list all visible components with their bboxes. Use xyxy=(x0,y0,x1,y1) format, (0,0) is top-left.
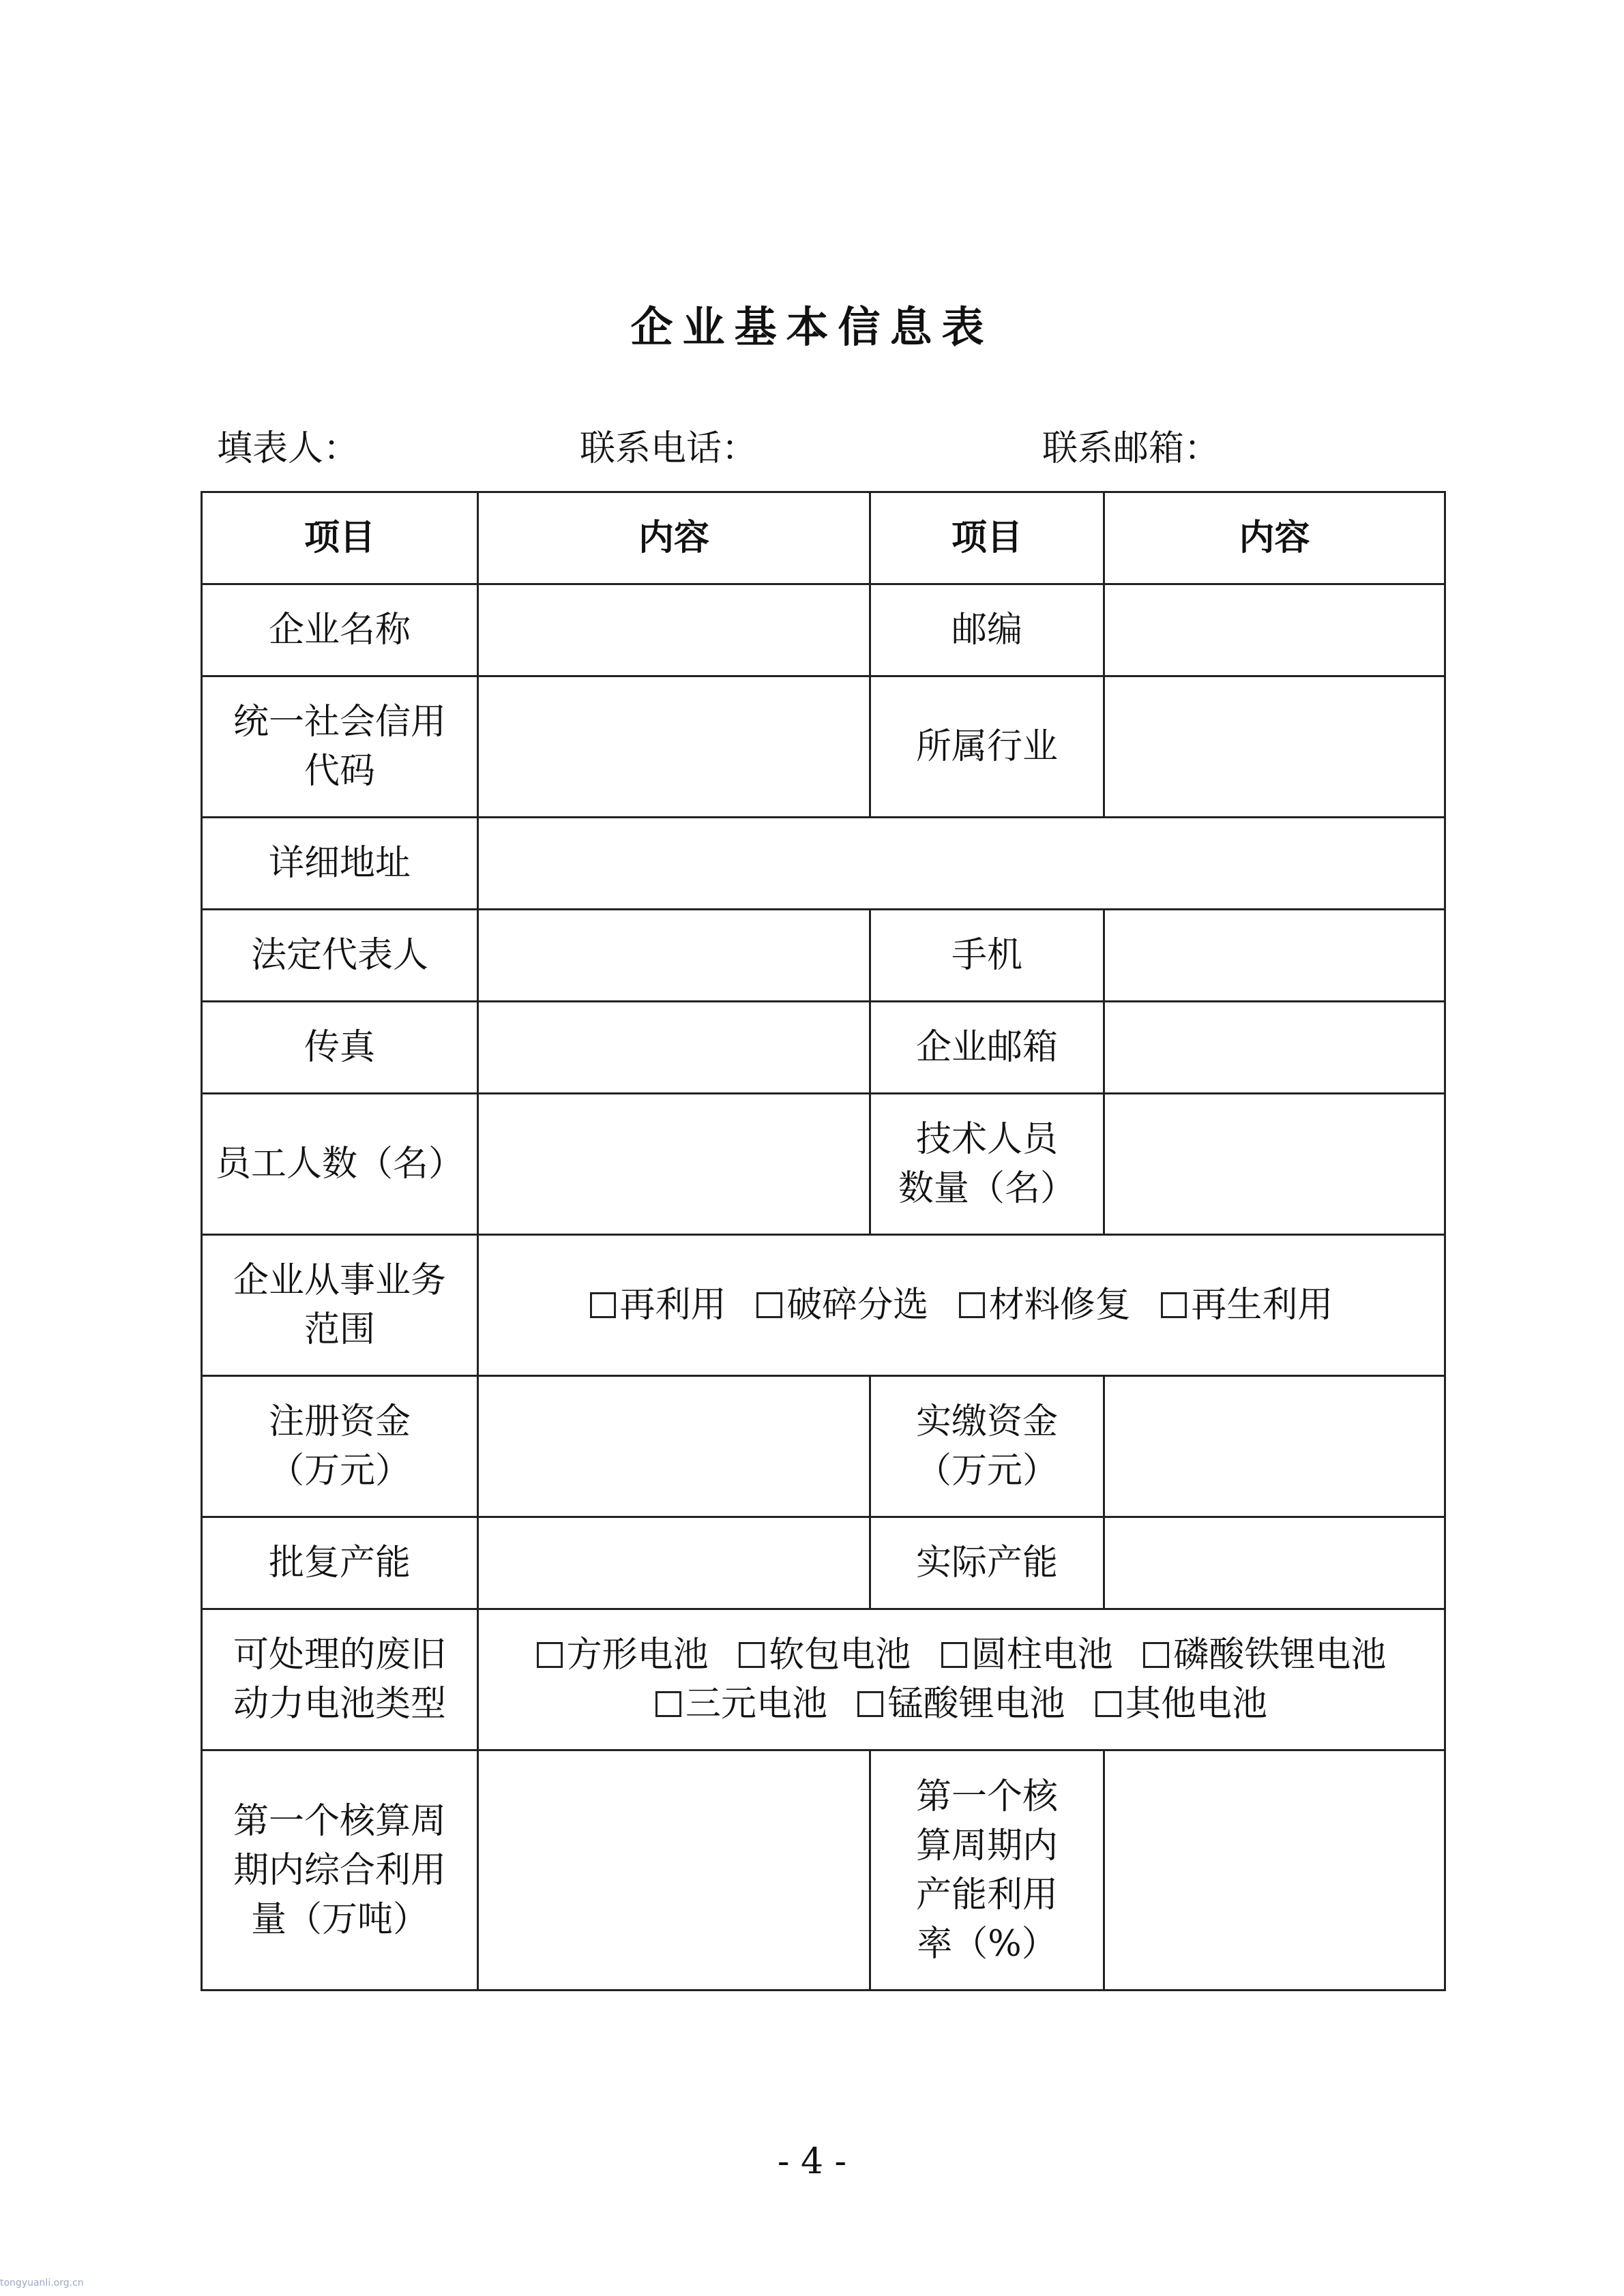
option-label: 材料修复 xyxy=(988,1285,1131,1326)
label-address: 详细地址 xyxy=(202,818,478,910)
business-scope-options xyxy=(478,1235,1445,1376)
label-utilization-amount-line3: 量（万吨） xyxy=(250,1898,428,1940)
checkbox[interactable] xyxy=(941,1642,967,1668)
label-utilization-amount-line2: 期内综合利用 xyxy=(233,1849,446,1891)
option-label: 软包电池 xyxy=(769,1635,911,1675)
checkbox[interactable] xyxy=(756,1292,782,1318)
checkbox[interactable] xyxy=(537,1642,563,1668)
field-company-name[interactable] xyxy=(478,584,870,676)
checkbox[interactable] xyxy=(857,1691,883,1717)
option-label: 三元电池 xyxy=(685,1684,827,1725)
label-credit-code-line2: 代码 xyxy=(304,751,375,792)
option-lfp[interactable] xyxy=(1143,1635,1386,1675)
label-battery-types-line1: 可处理的废旧 xyxy=(233,1635,446,1675)
option-label: 方形电池 xyxy=(566,1635,709,1675)
table-row xyxy=(202,1750,1445,1991)
checkbox[interactable] xyxy=(1095,1691,1121,1717)
label-utilization-rate-line1: 第一个核 xyxy=(915,1776,1058,1817)
label-business-scope xyxy=(202,1235,478,1376)
checkbox[interactable] xyxy=(590,1292,616,1318)
checkbox[interactable] xyxy=(739,1642,765,1668)
checkbox[interactable] xyxy=(959,1292,985,1318)
field-address[interactable] xyxy=(478,818,1445,910)
label-actual-capacity: 实际产能 xyxy=(870,1517,1104,1609)
label-tech-staff-line1: 技术人员 xyxy=(915,1119,1058,1160)
option-label: 圆柱电池 xyxy=(971,1635,1113,1675)
battery-options-line1 xyxy=(483,1630,1440,1680)
field-utilization-rate[interactable] xyxy=(1104,1750,1445,1991)
field-utilization-amount[interactable] xyxy=(478,1750,870,1991)
table-row xyxy=(202,818,1445,910)
option-label: 再生利用 xyxy=(1191,1285,1333,1326)
label-paidin-capital-line2: （万元） xyxy=(915,1450,1058,1491)
label-mobile: 手机 xyxy=(870,910,1104,1002)
field-registered-capital[interactable] xyxy=(478,1376,870,1517)
label-utilization-amount-line1: 第一个核算周 xyxy=(233,1800,446,1842)
label-fax: 传真 xyxy=(202,1002,478,1094)
field-legal-rep[interactable] xyxy=(478,910,870,1002)
label-utilization-amount xyxy=(202,1750,478,1991)
table-row xyxy=(202,1376,1445,1517)
table-header-row xyxy=(202,492,1445,584)
table-row xyxy=(202,584,1445,676)
field-industry[interactable] xyxy=(1104,676,1445,818)
page-number: - 4 - xyxy=(777,2141,847,2182)
label-legal-rep: 法定代表人 xyxy=(202,910,478,1002)
label-approved-capacity: 批复产能 xyxy=(202,1517,478,1609)
header-item-1: 项目 xyxy=(202,492,478,584)
option-label: 其他电池 xyxy=(1125,1684,1268,1725)
option-cylindrical[interactable] xyxy=(941,1635,1113,1675)
table-row xyxy=(202,1002,1445,1094)
field-employees[interactable] xyxy=(478,1094,870,1235)
field-fax[interactable] xyxy=(478,1002,870,1094)
option-pouch[interactable] xyxy=(739,1635,911,1675)
label-registered-capital xyxy=(202,1376,478,1517)
table-row xyxy=(202,1517,1445,1609)
label-utilization-rate xyxy=(870,1750,1104,1991)
label-registered-capital-line2: （万元） xyxy=(268,1450,411,1491)
option-material-repair[interactable] xyxy=(959,1285,1131,1326)
option-crush-sort[interactable] xyxy=(756,1285,928,1326)
filler-label: 填表人： xyxy=(217,428,359,469)
checkbox[interactable] xyxy=(1161,1292,1187,1318)
option-lmo[interactable] xyxy=(857,1684,1065,1725)
label-employees: 员工人数（名） xyxy=(202,1094,478,1235)
table-row xyxy=(202,676,1445,818)
label-utilization-rate-line4: 率（%） xyxy=(917,1923,1057,1965)
option-label: 再利用 xyxy=(619,1285,726,1326)
field-paidin-capital[interactable] xyxy=(1104,1376,1445,1517)
field-tech-staff[interactable] xyxy=(1104,1094,1445,1235)
field-approved-capacity[interactable] xyxy=(478,1517,870,1609)
table-row xyxy=(202,910,1445,1002)
header-content-2: 内容 xyxy=(1104,492,1445,584)
option-ternary[interactable] xyxy=(655,1684,827,1725)
option-label: 磷酸铁锂电池 xyxy=(1173,1635,1387,1675)
contact-phone-label: 联系电话： xyxy=(580,428,758,469)
contact-email-label: 联系邮箱： xyxy=(1042,428,1220,469)
label-battery-types-line2: 动力电池类型 xyxy=(233,1684,446,1725)
label-company-email: 企业邮箱 xyxy=(870,1002,1104,1094)
checkbox[interactable] xyxy=(1143,1642,1169,1668)
label-postcode: 邮编 xyxy=(870,584,1104,676)
field-postcode[interactable] xyxy=(1104,584,1445,676)
option-prismatic[interactable] xyxy=(537,1635,709,1675)
header-content-1: 内容 xyxy=(478,492,870,584)
table-row xyxy=(202,1609,1445,1750)
label-battery-types xyxy=(202,1609,478,1750)
label-business-scope-line2: 范围 xyxy=(304,1309,375,1350)
option-other[interactable] xyxy=(1095,1684,1267,1725)
label-paidin-capital xyxy=(870,1376,1104,1517)
battery-options-line2 xyxy=(483,1680,1440,1729)
company-info-table xyxy=(201,491,1446,1991)
label-business-scope-line1: 企业从事业务 xyxy=(233,1260,446,1301)
label-credit-code xyxy=(202,676,478,818)
label-credit-code-line1: 统一社会信用 xyxy=(233,702,446,743)
label-tech-staff xyxy=(870,1094,1104,1235)
label-industry: 所属行业 xyxy=(870,676,1104,818)
label-tech-staff-line2: 数量（名） xyxy=(898,1168,1076,1209)
watermark: tongyuanli.org.cn xyxy=(0,2278,84,2288)
label-utilization-rate-line2: 算周期内 xyxy=(915,1825,1058,1866)
header-item-2: 项目 xyxy=(870,492,1104,584)
field-credit-code[interactable] xyxy=(478,676,870,818)
option-label: 破碎分选 xyxy=(786,1285,929,1326)
label-registered-capital-line1: 注册资金 xyxy=(268,1401,411,1442)
field-mobile[interactable] xyxy=(1104,910,1445,1002)
label-company-name: 企业名称 xyxy=(202,584,478,676)
option-label: 锰酸锂电池 xyxy=(887,1684,1065,1725)
field-actual-capacity[interactable] xyxy=(1104,1517,1445,1609)
battery-type-options xyxy=(478,1609,1445,1750)
table-row xyxy=(202,1235,1445,1376)
option-reuse[interactable] xyxy=(590,1285,726,1326)
form-title: 企业基本信息表 xyxy=(630,302,994,352)
checkbox[interactable] xyxy=(655,1691,681,1717)
option-recycling[interactable] xyxy=(1161,1285,1333,1326)
table-row xyxy=(202,1094,1445,1235)
label-paidin-capital-line1: 实缴资金 xyxy=(915,1401,1058,1442)
label-utilization-rate-line3: 产能利用 xyxy=(915,1874,1058,1915)
field-company-email[interactable] xyxy=(1104,1002,1445,1094)
